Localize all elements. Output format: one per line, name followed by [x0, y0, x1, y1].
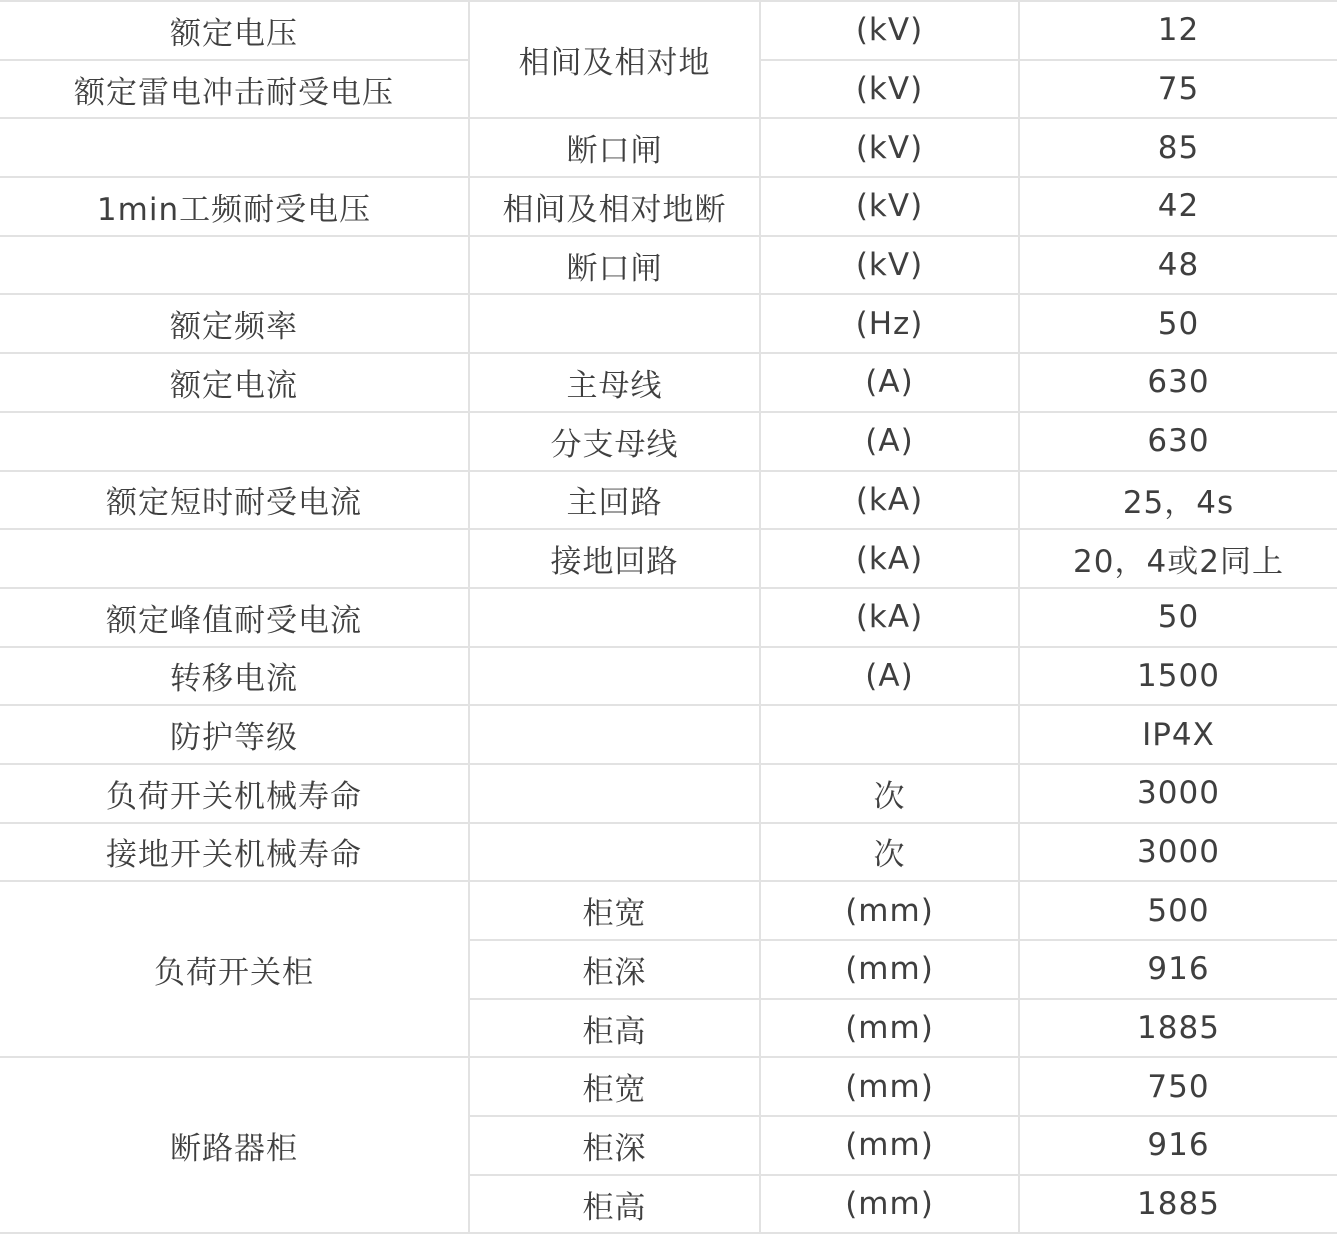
sub-param-cell: 主回路 [469, 471, 760, 530]
sub-param-cell [469, 647, 760, 706]
table-row [0, 705, 1337, 764]
param-cell: 额定雷电冲击耐受电压 [0, 60, 469, 119]
sub-param-cell: 断口闸 [469, 118, 760, 177]
sub-param-cell: 相间及相对地 [469, 1, 760, 118]
param-cell [0, 529, 469, 588]
value-cell: 3000 [1019, 764, 1337, 823]
unit-cell: (kV) [760, 118, 1019, 177]
value-cell: 1500 [1019, 647, 1337, 706]
unit-cell: (kV) [760, 236, 1019, 295]
param-cell: 转移电流 [0, 647, 469, 706]
table-row [0, 881, 1337, 940]
table-row [0, 764, 1337, 823]
value-cell: 42 [1019, 177, 1337, 236]
table-row [0, 118, 1337, 177]
unit-cell: (kV) [760, 177, 1019, 236]
param-cell: 接地开关机械寿命 [0, 823, 469, 882]
table-row [0, 236, 1337, 295]
unit-cell: (A) [760, 647, 1019, 706]
param-cell: 负荷开关柜 [0, 881, 469, 1057]
unit-cell: (A) [760, 412, 1019, 471]
sub-param-cell: 柜高 [469, 1175, 760, 1234]
unit-cell: (kV) [760, 1, 1019, 60]
sub-param-cell: 柜高 [469, 999, 760, 1058]
param-cell: 断路器柜 [0, 1057, 469, 1233]
value-cell: 25，4s [1019, 471, 1337, 530]
unit-cell: (mm) [760, 999, 1019, 1058]
sub-param-cell: 分支母线 [469, 412, 760, 471]
sub-param-cell: 相间及相对地断 [469, 177, 760, 236]
table-row [0, 529, 1337, 588]
unit-cell: (mm) [760, 1175, 1019, 1234]
value-cell: 50 [1019, 588, 1337, 647]
sub-param-cell: 断口闸 [469, 236, 760, 295]
value-cell: 50 [1019, 294, 1337, 353]
unit-cell: (A) [760, 353, 1019, 412]
table-row [0, 412, 1337, 471]
value-cell: IP4X [1019, 705, 1337, 764]
param-cell: 额定电压 [0, 1, 469, 60]
unit-cell: (kA) [760, 588, 1019, 647]
sub-param-cell: 柜深 [469, 1116, 760, 1175]
value-cell: 85 [1019, 118, 1337, 177]
sub-param-cell [469, 823, 760, 882]
sub-param-cell [469, 705, 760, 764]
unit-cell: 次 [760, 764, 1019, 823]
sub-param-cell [469, 294, 760, 353]
table-row [0, 177, 1337, 236]
value-cell: 630 [1019, 353, 1337, 412]
value-cell: 20，4或2同上 [1019, 529, 1337, 588]
table-row [0, 1057, 1337, 1116]
param-cell: 额定电流 [0, 353, 469, 412]
sub-param-cell: 柜宽 [469, 881, 760, 940]
sub-param-cell: 柜宽 [469, 1057, 760, 1116]
param-cell [0, 236, 469, 295]
unit-cell: (mm) [760, 940, 1019, 999]
unit-cell: (mm) [760, 1057, 1019, 1116]
value-cell: 1885 [1019, 999, 1337, 1058]
param-cell: 额定峰值耐受电流 [0, 588, 469, 647]
table-row [0, 823, 1337, 882]
param-cell: 额定短时耐受电流 [0, 471, 469, 530]
table-row [0, 353, 1337, 412]
sub-param-cell: 柜深 [469, 940, 760, 999]
unit-cell [760, 705, 1019, 764]
unit-cell: (kA) [760, 471, 1019, 530]
value-cell: 75 [1019, 60, 1337, 119]
unit-cell: (kV) [760, 60, 1019, 119]
sub-param-cell [469, 764, 760, 823]
param-cell: 防护等级 [0, 705, 469, 764]
value-cell: 1885 [1019, 1175, 1337, 1234]
unit-cell: (mm) [760, 1116, 1019, 1175]
value-cell: 500 [1019, 881, 1337, 940]
param-cell: 额定频率 [0, 294, 469, 353]
table-row [0, 647, 1337, 706]
param-cell: 1min工频耐受电压 [0, 177, 469, 236]
value-cell: 3000 [1019, 823, 1337, 882]
value-cell: 916 [1019, 1116, 1337, 1175]
value-cell: 916 [1019, 940, 1337, 999]
value-cell: 48 [1019, 236, 1337, 295]
sub-param-cell: 接地回路 [469, 529, 760, 588]
table-row [0, 294, 1337, 353]
unit-cell: (Hz) [760, 294, 1019, 353]
value-cell: 12 [1019, 1, 1337, 60]
table-row [0, 1, 1337, 60]
unit-cell: (kA) [760, 529, 1019, 588]
table-row [0, 588, 1337, 647]
sub-param-cell [469, 588, 760, 647]
param-cell [0, 412, 469, 471]
param-cell [0, 118, 469, 177]
unit-cell: 次 [760, 823, 1019, 882]
table-row [0, 471, 1337, 530]
value-cell: 750 [1019, 1057, 1337, 1116]
sub-param-cell: 主母线 [469, 353, 760, 412]
param-cell: 负荷开关机械寿命 [0, 764, 469, 823]
value-cell: 630 [1019, 412, 1337, 471]
unit-cell: (mm) [760, 881, 1019, 940]
